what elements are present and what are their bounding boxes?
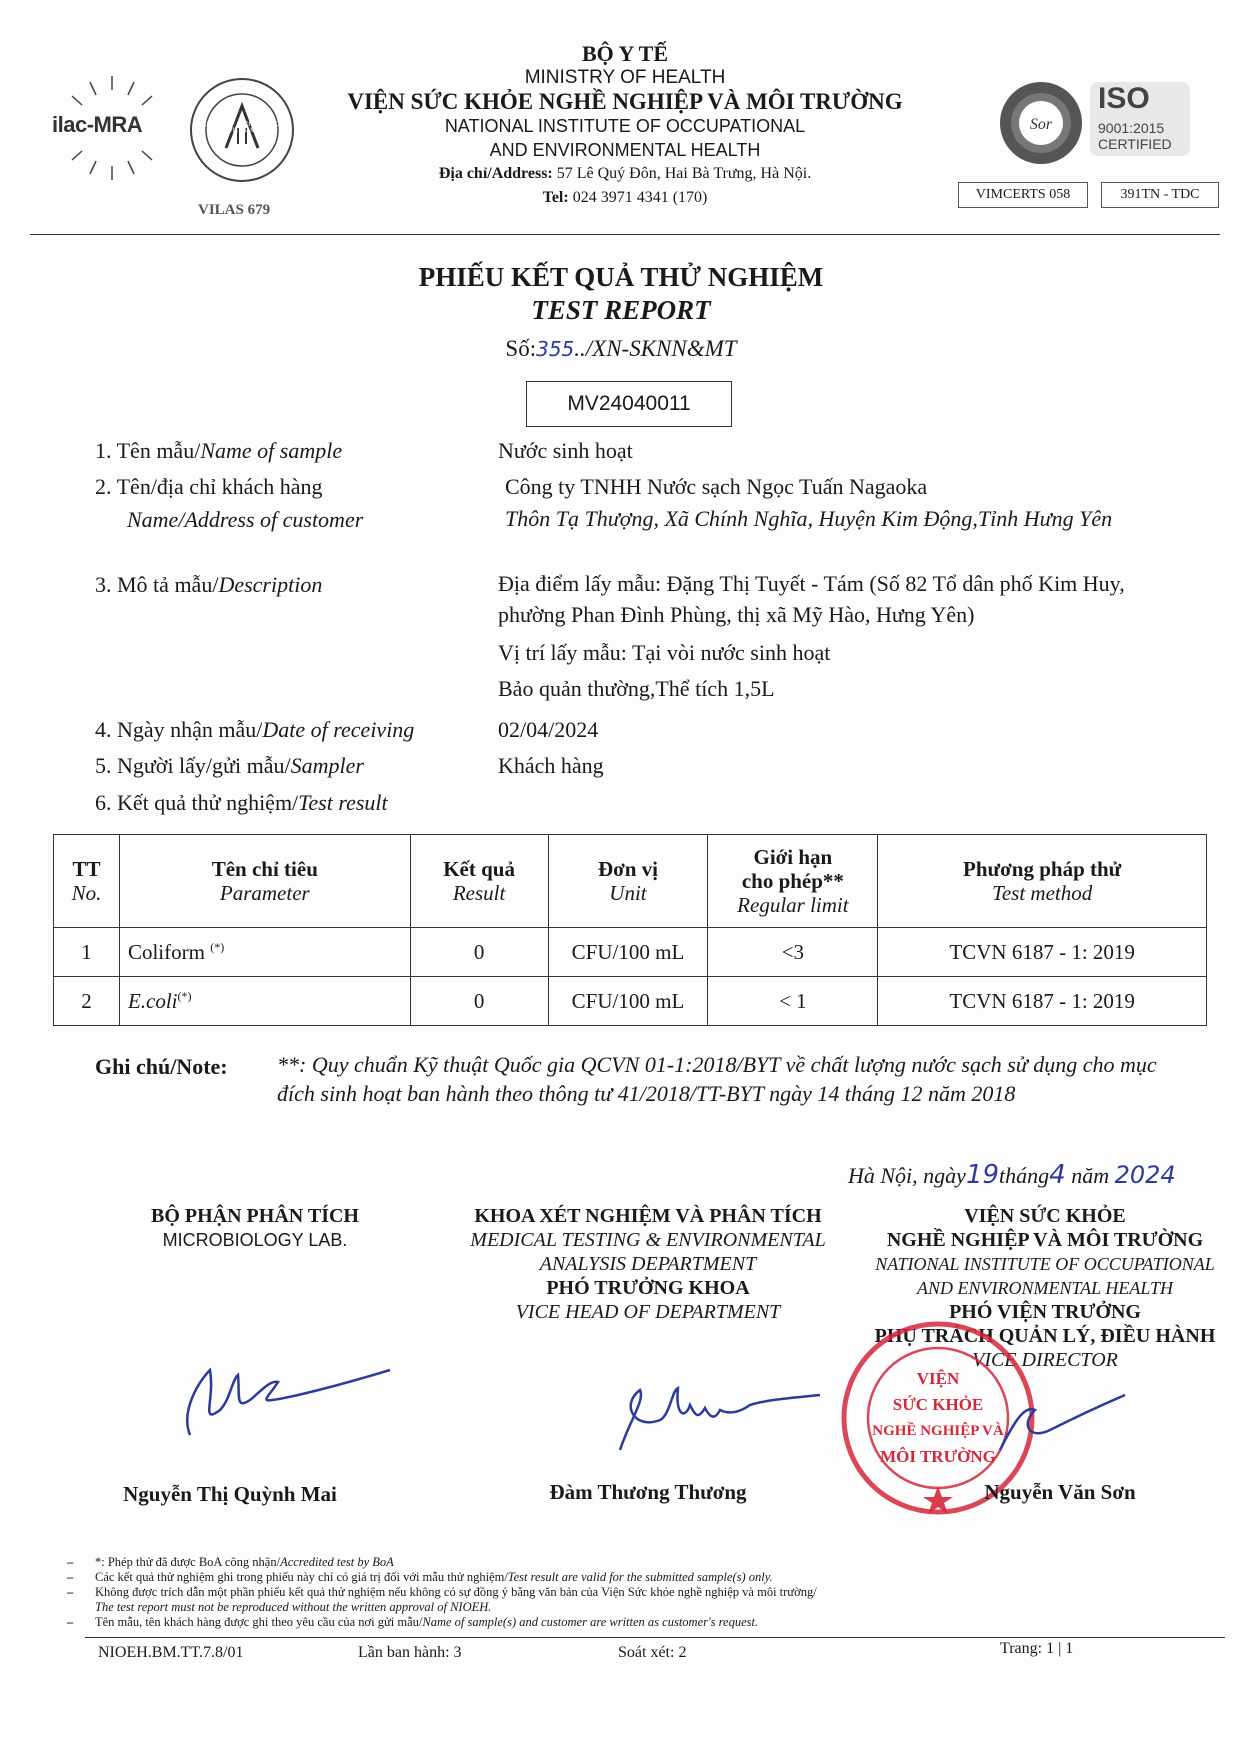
revision: Soát xét: 2 — [618, 1644, 687, 1661]
sample-location-value: Địa điểm lấy mẫu: Đặng Thị Tuyết - Tám (Số 82 Tổ dân phố Kim Huy, phường Phan Đình Phùng, thị xã Mỹ Hào, Hưng Yên) — [498, 571, 1125, 627]
info-no: 5. — [95, 753, 112, 778]
report-number — [0, 336, 1242, 362]
iso-logo — [998, 80, 1084, 166]
report-title-vn: PHIẾU KẾT QUẢ THỬ NGHIỆM — [418, 262, 824, 292]
ilac-logo-text: ilac-MRA — [52, 112, 143, 137]
accreditation-seal-text: BUREAU OF ACCREDITATION VIETNAM — [199, 122, 285, 134]
table-row — [54, 977, 1207, 1026]
receiving-date-value: 02/04/2024 — [498, 717, 599, 742]
info-label-vn: Mô tả mẫu/ — [117, 572, 219, 597]
note-label: Ghi chú/Note: — [95, 1054, 228, 1079]
header-institute-block — [300, 42, 950, 210]
tel: 024 3971 4341 (170) — [572, 189, 708, 206]
iso-badge — [1090, 82, 1190, 156]
date-year-handwritten: 2024 — [1114, 1161, 1176, 1189]
table-row — [54, 928, 1207, 977]
signature-dept: KHOA XÉT NGHIỆM VÀ PHÂN TÍCH MEDICAL TESTING & ENVIRONMENTAL ANALYSIS DEPARTMENT PHÓ TRƯỞNG KHOA VICE HEAD OF DEPARTMENT — [470, 1205, 826, 1323]
form-code: NIOEH.BM.TT.7.8/01 — [98, 1644, 244, 1661]
sample-position-value: Vị trí lấy mẫu: Tại vòi nước sinh hoạt — [498, 640, 831, 665]
footnote-item: – Các kết quả thử nghiệm ghi trong phiếu này chỉ có giá trị đối với mẫu thử nghiệm/Test result are valid for the submitted sample(s) only. — [95, 1570, 1095, 1585]
footnote-item: – Tên mẫu, tên khách hàng được ghi theo yêu cầu của nơi gửi mẫu/Name of sample(s) and customer are written as customer's request. — [95, 1615, 1095, 1630]
cell-method: TCVN 6187 - 1: 2019 — [878, 977, 1207, 1026]
stamp-text: VIỆN SỨC KHỎE NGHỀ NGHIỆP VÀ MÔI TRƯỜNG — [872, 1369, 1004, 1466]
report-number-handwritten: 355 — [536, 337, 575, 361]
sample-code-box: MV24040011 — [526, 381, 732, 427]
ministry-vn: BỘ Y TẾ — [582, 41, 668, 66]
signature-institute: VIỆN SỨC KHỎE NGHỀ NGHIỆP VÀ MÔI TRƯỜNG NATIONAL INSTITUTE OF OCCUPATIONAL AND ENVIRONMENTAL HEALTH PHÓ VIỆN TRƯỞNG PHỤ TRÁCH QUẢN LÝ, ĐIỀU HÀNH VICE DIRECTOR — [874, 1205, 1216, 1371]
table-header-row — [54, 835, 1207, 928]
info-label-en: Sampler — [290, 753, 364, 778]
test-result-table — [53, 834, 1207, 1026]
cell-unit: CFU/100 mL — [548, 977, 708, 1026]
signer-name-thuong: Đàm Thương Thương — [549, 1480, 747, 1504]
footnote-item: – Không được trích dẫn một phần phiếu kết quả thử nghiệm nếu không có sự đồng ý bằng văn bản của Viện Sức khỏe nghề nghiệp và môi trường/ The test report must not be reproduced without the written approval of NIOEH. — [95, 1585, 1095, 1615]
info-no: 3. — [95, 572, 112, 597]
info-label-vn: Ngày nhận mẫu/ — [117, 717, 263, 742]
iso-standard: 9001:2015 — [1098, 120, 1165, 136]
info-label-en: Description — [218, 572, 323, 597]
col-header-result: Kết quả Result — [410, 835, 548, 928]
cell-method: TCVN 6187 - 1: 2019 — [878, 928, 1207, 977]
institute-en-2: AND ENVIRONMENTAL HEALTH — [489, 140, 761, 160]
info-no: 1. — [95, 438, 112, 463]
date-line: Hà Nội, ngày19tháng4 năm 2024 — [848, 1160, 1176, 1190]
signer-name-mai: Nguyễn Thị Quỳnh Mai — [123, 1482, 337, 1506]
info-no: 2. — [95, 474, 112, 499]
institute-en-1: NATIONAL INSTITUTE OF OCCUPATIONAL — [444, 116, 806, 136]
info-label-en: Name/Address of customer — [127, 507, 364, 532]
signer-name-son: Nguyễn Văn Sơn — [984, 1480, 1136, 1504]
header-divider — [30, 234, 1220, 235]
col-header-limit: Giới hạn cho phép** Regular limit — [708, 835, 878, 928]
cell-parameter: Coliform (*) — [119, 928, 410, 977]
cell-parameter: E.coli(*) — [119, 977, 410, 1026]
ilac-mra-logo — [52, 68, 172, 188]
cell-no: 1 — [54, 928, 120, 977]
page-number: Trang: 1 | 1 — [1000, 1640, 1074, 1657]
info-label-vn: Kết quả thử nghiệm/ — [117, 790, 299, 815]
footnote-item: – *: Phép thử đã được BoA công nhận/Accredited test by BoA — [95, 1555, 1095, 1570]
info-no: 6. — [95, 790, 112, 815]
info-label-en: Test result — [298, 790, 388, 815]
handwritten-signature-mai — [160, 1340, 400, 1455]
address: 57 Lê Quý Đôn, Hai Bà Trưng, Hà Nội. — [556, 165, 812, 182]
handwritten-signature-thuong — [590, 1360, 830, 1465]
col-header-parameter: Tên chỉ tiêu Parameter — [119, 835, 410, 928]
svg-text:Sor: Sor — [1029, 116, 1053, 133]
footer-divider — [85, 1637, 1225, 1638]
date-day-handwritten: 19 — [965, 1160, 1000, 1190]
address-label: Địa chỉ/Address: — [438, 165, 553, 182]
cell-limit: <3 — [708, 928, 878, 977]
col-header-unit: Đơn vị Unit — [548, 835, 708, 928]
sample-name-value: Nước sinh hoạt — [498, 438, 633, 463]
sample-storage-value: Bảo quản thường,Thể tích 1,5L — [498, 676, 775, 701]
iso-certified: CERTIFIED — [1098, 136, 1172, 152]
handwritten-signature-son — [990, 1380, 1130, 1465]
institute-vn: VIỆN SỨC KHỎE NGHỀ NGHIỆP VÀ MÔI TRƯỜNG — [347, 89, 903, 114]
report-number-label: Số: — [505, 336, 537, 361]
report-title-block — [0, 262, 1242, 362]
ministry-en: MINISTRY OF HEALTH — [524, 67, 726, 88]
report-title-en: TEST REPORT — [531, 295, 711, 325]
info-no: 4. — [95, 717, 112, 742]
vimcerts-badge: VIMCERTS 058 — [958, 182, 1088, 208]
edition: Lần ban hành: 3 — [358, 1644, 462, 1661]
cell-unit: CFU/100 mL — [548, 928, 708, 977]
info-label-vn: Người lấy/gửi mẫu/ — [117, 753, 291, 778]
date-month-handwritten: 4 — [1049, 1160, 1066, 1190]
info-label-vn: Tên/địa chỉ khách hàng — [116, 474, 323, 499]
signature-lab: BỘ PHẬN PHÂN TÍCH MICROBIOLOGY LAB. — [151, 1205, 359, 1250]
cell-result: 0 — [410, 928, 548, 977]
cell-result: 0 — [410, 977, 548, 1026]
info-label-vn: Tên mẫu/ — [116, 438, 201, 463]
footnotes — [95, 1555, 1095, 1630]
col-header-method: Phương pháp thử Test method — [878, 835, 1207, 928]
cell-no: 2 — [54, 977, 120, 1026]
iso-title: ISO — [1098, 82, 1150, 115]
customer-address-value: Thôn Tạ Thượng, Xã Chính Nghĩa, Huyện Kim Động,Tỉnh Hưng Yên — [505, 506, 1113, 531]
report-number-suffix: ../XN-SKNN&MT — [574, 336, 737, 361]
col-header-no: TT No. — [54, 835, 120, 928]
note-text: **: Quy chuẩn Kỹ thuật Quốc gia QCVN 01-1:2018/BYT về chất lượng nước sạch sử dụng cho mục đích sinh hoạt ban hành theo thông tư 41/2018/TT-BYT ngày 14 tháng 12 năm 2018 — [277, 1052, 1157, 1106]
info-label-en: Name of sample — [200, 438, 343, 463]
cell-limit: < 1 — [708, 977, 878, 1026]
tel-label: Tel: — [542, 189, 569, 206]
accreditation-seal — [188, 76, 296, 184]
tdc-badge: 391TN - TDC — [1101, 182, 1219, 208]
info-label-en: Date of receiving — [262, 717, 415, 742]
vilas-label: VILAS 679 — [198, 202, 271, 218]
sampler-value: Khách hàng — [498, 753, 604, 778]
customer-name-value: Công ty TNHH Nước sạch Ngọc Tuấn Nagaoka — [505, 474, 928, 499]
